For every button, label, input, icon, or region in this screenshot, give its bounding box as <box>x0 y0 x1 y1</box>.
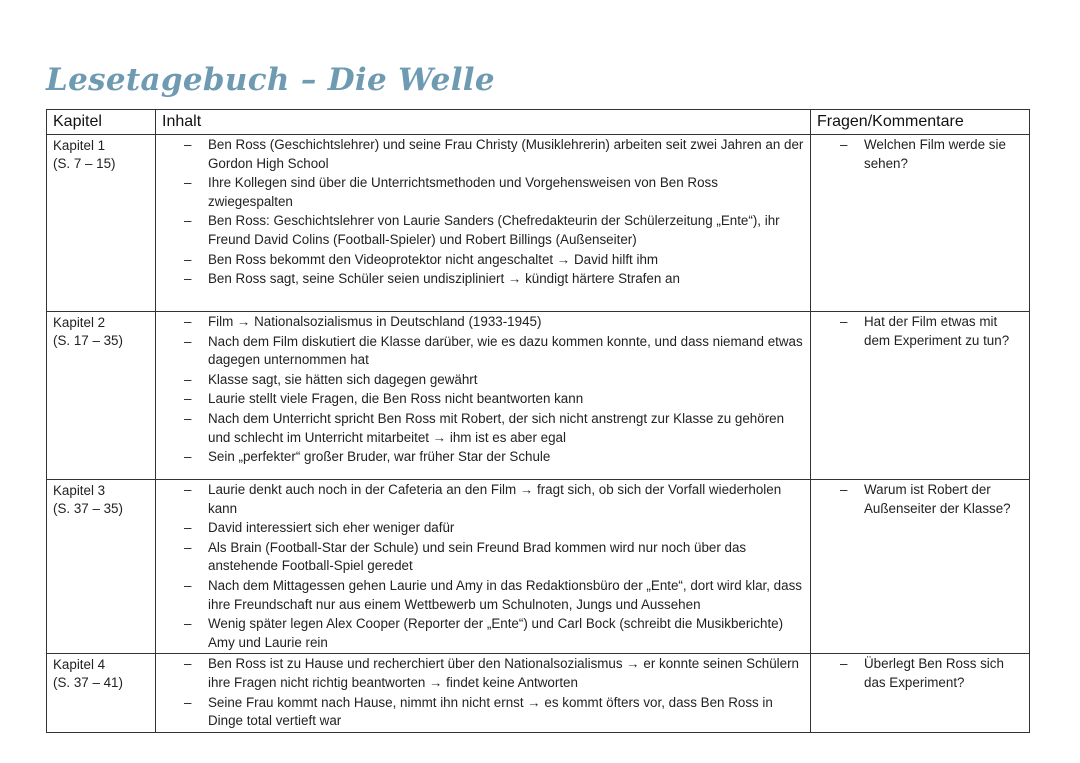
questions-cell <box>811 312 1030 480</box>
content-cell <box>156 480 811 654</box>
chapter-pages: (S. 37 – 35) <box>53 501 123 516</box>
chapter-cell <box>47 135 156 312</box>
chapter-cell <box>47 480 156 654</box>
list-item: – Film → Nationalsozialismus in Deutschland (1933-1945) <box>208 313 804 332</box>
content-cell <box>156 135 811 312</box>
header-row <box>47 110 1030 135</box>
header-kapitel: Kapitel <box>47 110 156 135</box>
chapter-pages: (S. 17 – 35) <box>53 333 123 348</box>
list-item: – Nach dem Film diskutiert die Klasse darüber, wie es dazu kommen konnte, und dass niemand etwas dagegen unternommen hat <box>208 333 804 370</box>
header-fragen: Fragen/Kommentare <box>811 110 1030 135</box>
chapter-pages: (S. 7 – 15) <box>53 156 116 171</box>
list-item: – Klasse sagt, sie hätten sich dagegen gewährt <box>208 371 804 390</box>
table-row <box>47 312 1030 480</box>
table-row <box>47 480 1030 654</box>
list-item: – Ben Ross (Geschichtslehrer) und seine Frau Christy (Musiklehrerin) arbeiten seit zwei Jahren an der Gordon High School <box>208 136 804 173</box>
content-cell <box>156 312 811 480</box>
page-title: Lesetagebuch – Die Welle <box>46 62 495 98</box>
list-item: – Laurie denkt auch noch in der Cafeteria an den Film → fragt sich, ob sich der Vorfall wiederholen kann <box>208 481 804 518</box>
list-item: – Ihre Kollegen sind über die Unterrichtsmethoden und Vorgehensweisen von Ben Ross zwiegespalten <box>208 174 804 211</box>
list-item: – Seine Frau kommt nach Hause, nimmt ihn nicht ernst → es kommt öfters vor, dass Ben Ross in Dinge total vertieft war <box>208 694 804 731</box>
list-item: – Ben Ross ist zu Hause und recherchiert über den Nationalsozialismus → er konnte seinen Schülern ihre Fragen nicht richtig beantworten → findet keine Antworten <box>208 655 804 692</box>
question-item: – Welchen Film werde sie sehen? <box>864 136 1023 173</box>
chapter-label: Kapitel 1 <box>53 138 106 153</box>
list-item: – David interessiert sich eher weniger dafür <box>208 519 804 538</box>
header-inhalt: Inhalt <box>156 110 811 135</box>
list-item: – Nach dem Unterricht spricht Ben Ross mit Robert, der sich nicht anstrengt zur Klasse zu gehören und schlecht im Unterricht mitarbeitet → ihm ist es aber egal <box>208 410 804 447</box>
table-row <box>47 654 1030 732</box>
list-item: – Als Brain (Football-Star der Schule) und sein Freund Brad kommen wird nur noch über das anstehende Football-Spiel geredet <box>208 539 804 576</box>
table-row <box>47 135 1030 312</box>
chapter-label: Kapitel 3 <box>53 483 106 498</box>
question-item: – Warum ist Robert der Außenseiter der Klasse? <box>864 481 1023 518</box>
list-item: – Wenig später legen Alex Cooper (Reporter der „Ente“) und Carl Bock (schreibt die Musikberichte) Amy und Laurie rein <box>208 615 804 652</box>
list-item: – Nach dem Mittagessen gehen Laurie und Amy in das Redaktionsbüro der „Ente“, dort wird klar, dass ihre Freundschaft nur aus einem Wettbewerb um Schulnoten, Jungs und Aussehen <box>208 577 804 614</box>
list-item: – Laurie stellt viele Fragen, die Ben Ross nicht beantworten kann <box>208 390 804 409</box>
list-item: – Ben Ross: Geschichtslehrer von Laurie Sanders (Chefredakteurin der Schülerzeitung „Ente“), ihr Freund David Colins (Football-Spieler) und Robert Billings (Außenseiter) <box>208 212 804 249</box>
list-item: – Ben Ross sagt, seine Schüler seien undiszipliniert → kündigt härtere Strafen an <box>208 270 804 289</box>
questions-cell <box>811 135 1030 312</box>
content-cell <box>156 654 811 732</box>
question-item: – Überlegt Ben Ross sich das Experiment? <box>864 655 1023 692</box>
questions-cell <box>811 480 1030 654</box>
chapter-cell <box>47 654 156 732</box>
chapter-label: Kapitel 4 <box>53 657 106 673</box>
questions-cell <box>811 654 1030 732</box>
chapter-cell <box>47 312 156 480</box>
reading-diary-table <box>46 109 1030 733</box>
list-item: – Ben Ross bekommt den Videoprotektor nicht angeschaltet → David hilft ihm <box>208 251 804 270</box>
chapter-label: Kapitel 2 <box>53 315 106 330</box>
question-item: – Hat der Film etwas mit dem Experiment zu tun? <box>864 313 1023 350</box>
chapter-pages: (S. 37 – 41) <box>53 675 123 691</box>
list-item: – Sein „perfekter“ großer Bruder, war früher Star der Schule <box>208 448 804 467</box>
